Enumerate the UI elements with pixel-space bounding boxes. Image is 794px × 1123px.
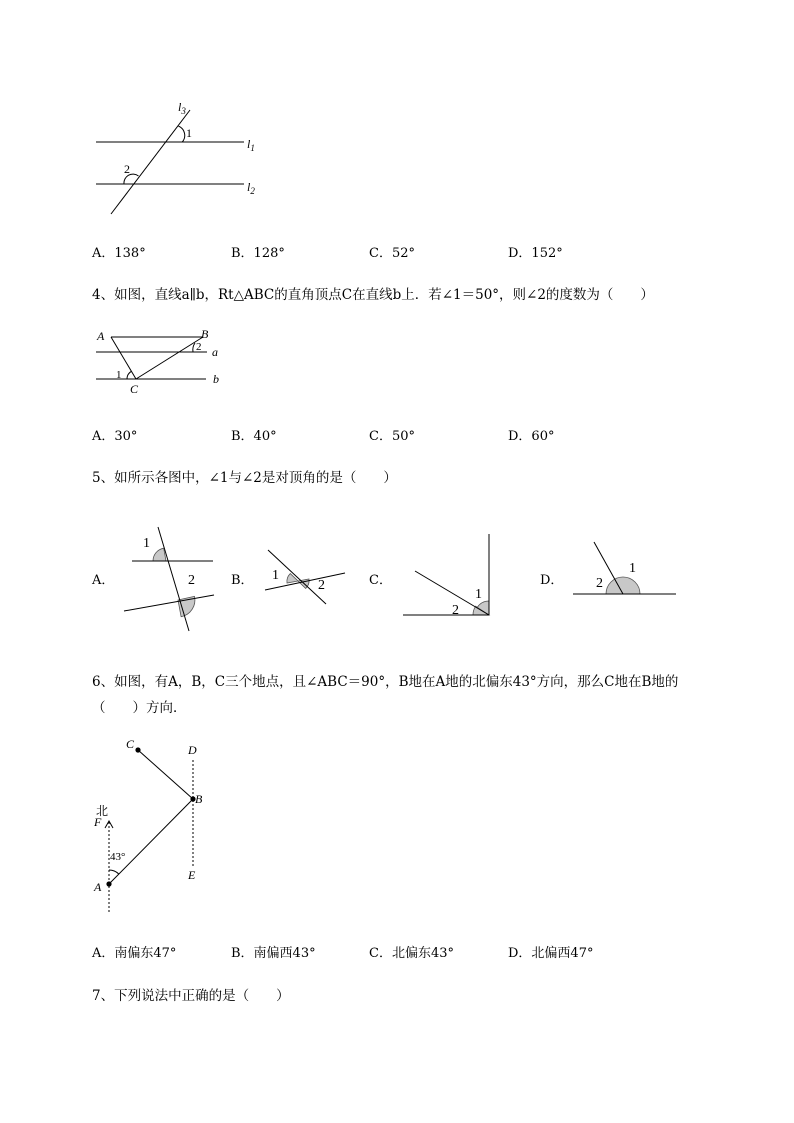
q6-figure bbox=[88, 734, 218, 916]
angle-sector bbox=[606, 577, 640, 594]
angle-1-arc bbox=[127, 371, 131, 379]
q3-option-b[interactable]: B．128° bbox=[231, 246, 285, 261]
q4-option-a[interactable]: A．30° bbox=[92, 429, 138, 444]
q5-option-b-label[interactable]: B． bbox=[231, 573, 254, 588]
q6-stem-line1: 6、如图，有A，B，C三个地点，且∠ABC＝90°，B地在A地的北偏东43°方向，那么C地在B地的 bbox=[92, 674, 679, 690]
label-b: b bbox=[213, 372, 219, 386]
q5-figure-b[interactable] bbox=[260, 545, 350, 607]
label-angle-1: 1 bbox=[272, 568, 279, 583]
label-E: E bbox=[188, 868, 196, 882]
angle-1-arc bbox=[179, 126, 185, 142]
segment-ac bbox=[111, 337, 136, 379]
bottom-line bbox=[124, 595, 214, 611]
q5-option-a-label[interactable]: A． bbox=[92, 573, 115, 588]
q7-stem: 7、下列说法中正确的是（ ） bbox=[92, 988, 290, 1004]
angle-43-arc bbox=[109, 870, 119, 874]
label-A: A bbox=[97, 329, 105, 343]
q5-figure-c[interactable] bbox=[398, 530, 494, 620]
q4-figure bbox=[90, 326, 230, 398]
point-A bbox=[106, 881, 111, 886]
q3-option-c[interactable]: C．52° bbox=[369, 246, 415, 261]
q6-option-b[interactable]: B．南偏西43° bbox=[231, 946, 316, 961]
q6-option-c[interactable]: C．北偏东43° bbox=[369, 946, 454, 961]
q5-stem: 5、如所示各图中，∠1与∠2是对顶角的是（ ） bbox=[92, 470, 397, 486]
label-angle-1: 1 bbox=[475, 587, 482, 602]
q6-stem-line2: （ ）方向． bbox=[92, 700, 187, 716]
angle-1-sector bbox=[287, 574, 298, 583]
q3-option-d[interactable]: D．152° bbox=[508, 246, 563, 261]
label-angle-43: 43° bbox=[110, 851, 126, 863]
segment-bc bbox=[136, 337, 203, 379]
label-B: B bbox=[195, 792, 203, 806]
label-D: D bbox=[188, 743, 197, 757]
label-angle-2: 2 bbox=[318, 578, 325, 593]
label-angle-1: 1 bbox=[116, 369, 122, 381]
q5-figure-d[interactable] bbox=[570, 538, 680, 600]
label-north: 北 bbox=[96, 804, 109, 818]
segment-bc bbox=[138, 750, 193, 799]
q6-option-a[interactable]: A．南偏东47° bbox=[92, 946, 177, 961]
label-angle-2: 2 bbox=[596, 576, 603, 591]
label-A: A bbox=[94, 880, 102, 894]
q4-stem: 4、如图，直线a∥b，Rt△ABC的直角顶点C在直线b上．若∠1＝50°，则∠2的度数为（ ） bbox=[92, 287, 654, 303]
q3-option-a[interactable]: A．138° bbox=[92, 246, 146, 261]
angle-1-sector bbox=[153, 548, 166, 561]
label-l1: $l_1$ bbox=[247, 137, 255, 153]
label-a: a bbox=[212, 345, 218, 359]
label-angle-2: 2 bbox=[452, 603, 459, 618]
label-F: F bbox=[94, 815, 102, 829]
transversal bbox=[158, 527, 189, 631]
label-angle-2: 2 bbox=[124, 162, 130, 176]
label-C: C bbox=[126, 737, 135, 751]
label-angle-1: 1 bbox=[629, 561, 636, 576]
label-angle-1: 1 bbox=[186, 126, 192, 140]
label-angle-1: 1 bbox=[143, 536, 150, 551]
q4-option-b[interactable]: B．40° bbox=[231, 429, 277, 444]
q5-option-d-label[interactable]: D． bbox=[540, 573, 564, 588]
q6-option-d[interactable]: D．北偏西47° bbox=[508, 946, 594, 961]
label-l2: $l_2$ bbox=[247, 180, 255, 196]
label-B: B bbox=[201, 327, 209, 341]
point-C bbox=[135, 747, 140, 752]
q4-option-d[interactable]: D．60° bbox=[508, 429, 555, 444]
label-l3: $l_3$ bbox=[178, 100, 186, 116]
q4-option-c[interactable]: C．50° bbox=[369, 429, 415, 444]
segment-ab bbox=[109, 799, 193, 884]
line-l3 bbox=[111, 110, 190, 214]
label-angle-2: 2 bbox=[196, 341, 202, 353]
angle-2-arc bbox=[193, 343, 195, 352]
q3-figure bbox=[90, 98, 270, 220]
q5-figure-a[interactable] bbox=[118, 522, 218, 634]
q5-option-c-label[interactable]: C． bbox=[369, 573, 392, 588]
label-C: C bbox=[130, 382, 139, 396]
label-angle-2: 2 bbox=[188, 573, 195, 588]
